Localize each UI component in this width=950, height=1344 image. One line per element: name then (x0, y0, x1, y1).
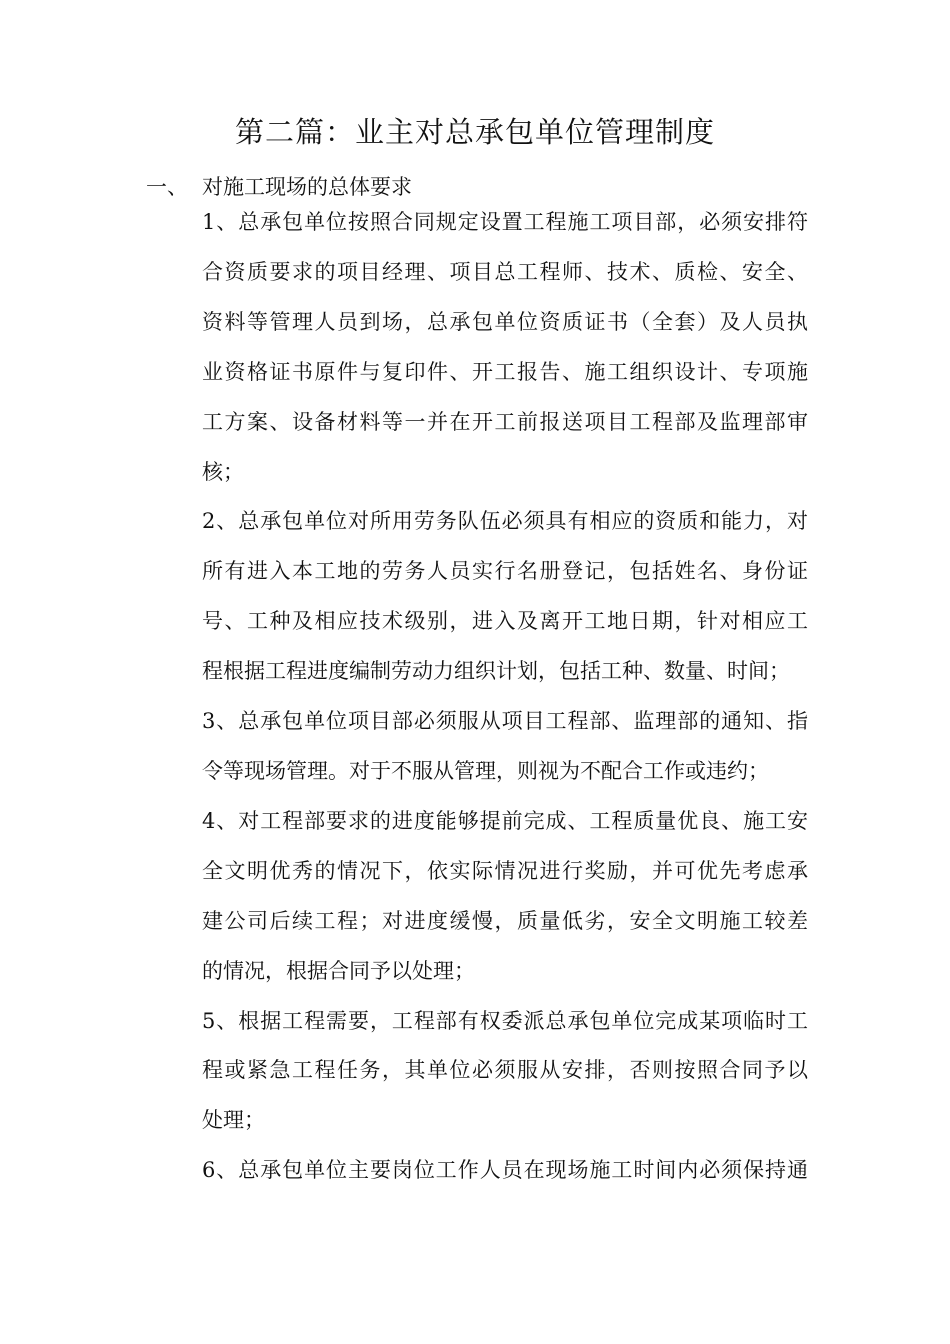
paragraph-6 (202, 1146, 808, 1196)
document-title: 第二篇：业主对总承包单位管理制度 (234, 115, 715, 149)
paragraph-5 (202, 997, 808, 1147)
paragraph-2 (202, 497, 808, 697)
paragraph-line: 号、工种及相应技术级别，进入及离开工地日期，针对相应工 (202, 609, 808, 634)
paragraph-line: 全文明优秀的情况下，依实际情况进行奖励，并可优先考虑承 (202, 858, 808, 883)
paragraph-line: 6、总承包单位主要岗位工作人员在现场施工时间内必须保持通 (202, 1158, 808, 1183)
section-number: 一、 (146, 175, 188, 199)
paragraph-3 (202, 697, 808, 797)
paragraph-line: 的情况，根据合同予以处理； (202, 958, 475, 983)
paragraph-line: 1、总承包单位按照合同规定设置工程施工项目部，必须安排符 (202, 210, 808, 234)
paragraph-line: 5、根据工程需要，工程部有权委派总承包单位完成某项临时工 (202, 1008, 808, 1033)
document-body (202, 188, 808, 1196)
paragraph-1 (202, 198, 808, 497)
paragraph-line: 3、总承包单位项目部必须服从项目工程部、监理部的通知、指 (202, 709, 808, 734)
paragraph-line: 程或紧急工程任务，其单位必须服从安排，否则按照合同予以 (202, 1058, 808, 1083)
paragraph-line: 2、总承包单位对所用劳务队伍必须具有相应的资质和能力，对 (202, 509, 808, 534)
paragraph-line: 合资质要求的项目经理、项目总工程师、技术、质检、安全、 (202, 259, 808, 284)
paragraph-line: 资料等管理人员到场，总承包单位资质证书（全套）及人员执 (202, 309, 808, 334)
paragraph-line: 令等现场管理。对于不服从管理，则视为不配合工作或违约； (202, 758, 769, 783)
paragraph-line: 业资格证书原件与复印件、开工报告、施工组织设计、专项施 (202, 359, 808, 384)
paragraph-line: 工方案、设备材料等一并在开工前报送项目工程部及监理部审 (202, 409, 808, 434)
paragraph-line: 建公司后续工程；对进度缓慢，质量低劣，安全文明施工较差 (202, 908, 808, 933)
paragraph-line: 4、对工程部要求的进度能够提前完成、工程质量优良、施工安 (202, 808, 808, 833)
paragraph-line: 程根据工程进度编制劳动力组织计划，包括工种、数量、时间； (202, 659, 790, 684)
paragraph-line: 处理； (202, 1108, 265, 1133)
paragraph-line: 所有进入本工地的劳务人员实行名册登记，包括姓名、身份证 (202, 559, 808, 584)
paragraph-line: 核； (202, 459, 244, 484)
section-heading-text: 对施工现场的总体要求 (202, 175, 412, 199)
paragraph-4 (202, 797, 808, 997)
